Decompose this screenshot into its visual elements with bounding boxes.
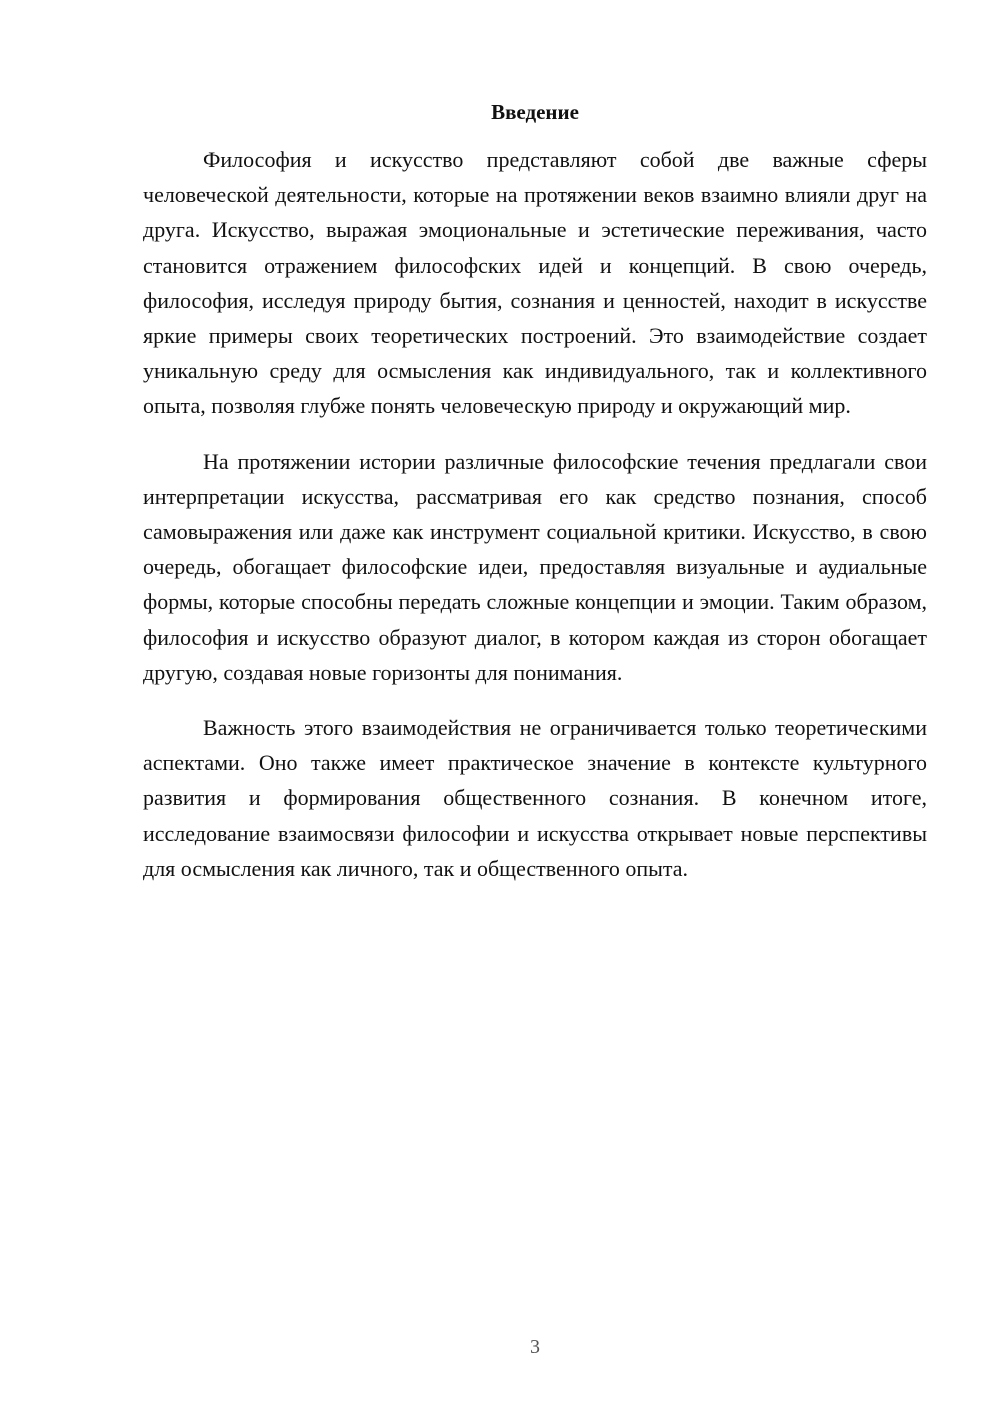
paragraph-2: На протяжении истории различные философские течения предлагали свои интерпретации искусства, рассматривая его как средство познания, способ самовыражения или даже как инструмент социальной критики. Искусство, в свою очередь, обогащает философские идеи, предоставляя визуальные и аудиальные формы, которые способны передать сложные концепции и эмоции. Таким образом, философия и искусство образуют диалог, в котором каждая из сторон обогащает другую, создавая новые горизонты для понимания. — [143, 448, 927, 685]
section-heading: Введение — [491, 100, 579, 124]
body-text — [143, 142, 927, 906]
paragraph-3: Важность этого взаимодействия не ограничивается только теоретическими аспектами. Оно также имеет практическое значение в контексте культурного развития и формирования общественного сознания. В конечном итоге, исследование взаимосвязи философии и искусства открывает новые перспективы для осмысления как личного, так и общественного опыта. — [143, 715, 927, 881]
paragraph-1: Философия и искусство представляют собой две важные сферы человеческой деятельности, которые на протяжении веков взаимно влияли друг на друга. Искусство, выражая эмоциональные и эстетические переживания, часто становится отражением философских идей и концепций. В свою очередь, философия, исследуя природу бытия, сознания и ценностей, находит в искусстве яркие примеры своих теоретических построений. Это взаимодействие создает уникальную среду для осмысления как индивидуального, так и коллективного опыта, позволяя глубже понять человеческую природу и окружающий мир. — [143, 147, 927, 419]
page-number: 3 — [530, 1336, 540, 1358]
